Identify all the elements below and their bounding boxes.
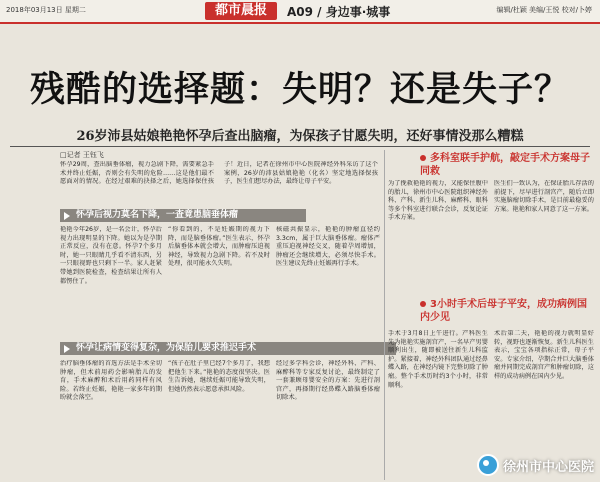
- section-2-column-1: 治疗脑垂体瘤的首选方法是手术全切肿瘤，但术前用药会影响胎儿的发育，手术麻醉和术后用药同样有风险。若终止妊娠，艳艳一家多年的期盼就会落空。: [60, 360, 162, 402]
- hospital-logo-icon: [477, 454, 499, 476]
- section-2-column-2: “孩子在肚子里已经7个多月了，我想把他生下来。”艳艳的态度很坚决。医生告诉她，继续妊娠可能导致失明，但她仍然表示愿意承担风险。: [168, 360, 270, 393]
- section-1-heading: [60, 209, 306, 222]
- sidebar-column-1: 为了挽救艳艳的视力，又能保住腹中的胎儿，徐州市中心医院组织神经外科、产科、新生儿科、麻醉科、眼科等多个科室进行联合会诊，反复论证手术方案。: [388, 180, 488, 222]
- section-1-column-3: 核磁共振显示，艳艳的肿瘤直径约3.3cm，属于巨大脑垂体瘤。瘤体严重压迫视神经交叉，随着孕周增加，肿瘤还会继续增大，必须尽快手术。医生建议先终止妊娠再行手术。: [276, 226, 380, 268]
- hospital-watermark: [477, 454, 594, 476]
- column-divider: [384, 150, 385, 480]
- section-1-column-2: “你看到的，不是妊娠期的视力下降，而是脑垂体瘤。”医生表示，怀孕后脑垂体本就会增大，而肿瘤压迫视神经，导致视力急剧下降。若不及时处理，很可能永久失明。: [168, 226, 270, 268]
- masthead: [205, 2, 390, 20]
- page-header: [0, 0, 600, 24]
- arrow-icon: [64, 345, 70, 353]
- editor-credits: 编辑/杜颖 美编/王悦 校对/卜婷: [496, 6, 592, 14]
- sidebar-column-4: 术后第二天，艳艳的视力就明显好转，视野也逐渐恢复。新生儿科医生表示，宝宝各项指标正常，母子平安。专家介绍，孕期合并巨大脑垂体瘤并同期完成剖宫产和肿瘤切除，这样的成功病例在国内少见。: [494, 330, 594, 380]
- arrow-icon: [64, 212, 70, 220]
- newspaper-brand: 都市晨报: [205, 2, 277, 20]
- article-headline: 残酷的选择题：失明？还是失子？: [29, 69, 570, 110]
- divider: [10, 146, 590, 147]
- article-lead: 怀孕29周，查出脑垂体瘤，视力急剧下降，需要紧急手术并终止妊娠，否则会有失明的危险……这是他们最不愿面对的情况。在经过艰难的抉择之后，她选择保住孩子！近日，记者在徐州市中心医院神经外科采访了这个案例，26岁的沛县姑娘艳艳（化名）坚定地选择保孩子，医生们想尽办法，最终让母子平安。: [60, 161, 378, 186]
- sidebar-column-3: 手术于3月8日上午进行。产科医生先为艳艳实施剖宫产，一名早产男婴顺利出生，随即被送往新生儿科监护。紧接着，神经外科团队通过经鼻蝶入路，在神经内镜下完整切除了肿瘤。整个手术历时约3个小时，非常顺利。: [388, 330, 488, 389]
- page-section: A09 / 身边事·城事: [287, 4, 391, 19]
- section-1-title: 怀孕后视力莫名下降，一查竟患脑垂体瘤: [76, 210, 239, 220]
- section-1-column-1: 艳艳今年26岁，是一名会计，怀孕后视力出现明显的下降。她以为是孕期正常反应，没有在意。怀孕7个多月时，她一只眼睛几乎看不清东西，另一只眼视野也只剩下一半。家人赶紧带她到医院检查，检查结果让所有人都愣住了。: [60, 226, 162, 285]
- bullet-icon: [420, 301, 426, 307]
- sidebar-heading-1-text: 多科室联手护航，敲定手术方案母子同救: [420, 153, 590, 177]
- section-2-column-3: 经过多学科会诊，神经外科、产科、麻醉科等专家反复讨论，最终制定了一套兼顾母婴安全的方案：先进行剖宫产，再择期行经鼻蝶入路脑垂体瘤切除术。: [276, 360, 380, 402]
- sidebar-heading-2-text: 3小时手术后母子平安，成功病例国内少见: [420, 299, 587, 323]
- sidebar-column-2: 医生们一致认为，在保证胎儿存活的前提下，尽早进行剖宫产，随后立即实施脑瘤切除手术，是目前最稳妥的方案。艳艳和家人同意了这一方案。: [494, 180, 594, 213]
- bullet-icon: [420, 155, 426, 161]
- section-2-heading: [60, 342, 396, 355]
- watermark-text: 徐州市中心医院: [502, 459, 594, 475]
- sidebar-heading-1: [420, 152, 590, 178]
- article-byline: □记者 王钰飞: [60, 151, 104, 159]
- issue-date: 2018年03月13日 星期二: [6, 6, 86, 14]
- section-2-title: 怀孕让病情变得复杂，为保胎儿要求推迟手术: [76, 343, 257, 353]
- article-subhead: 26岁沛县姑娘艳艳怀孕后查出脑瘤，为保孩子甘愿失明，还好事情没那么糟糕: [76, 129, 524, 144]
- sidebar-heading-2: [420, 298, 590, 324]
